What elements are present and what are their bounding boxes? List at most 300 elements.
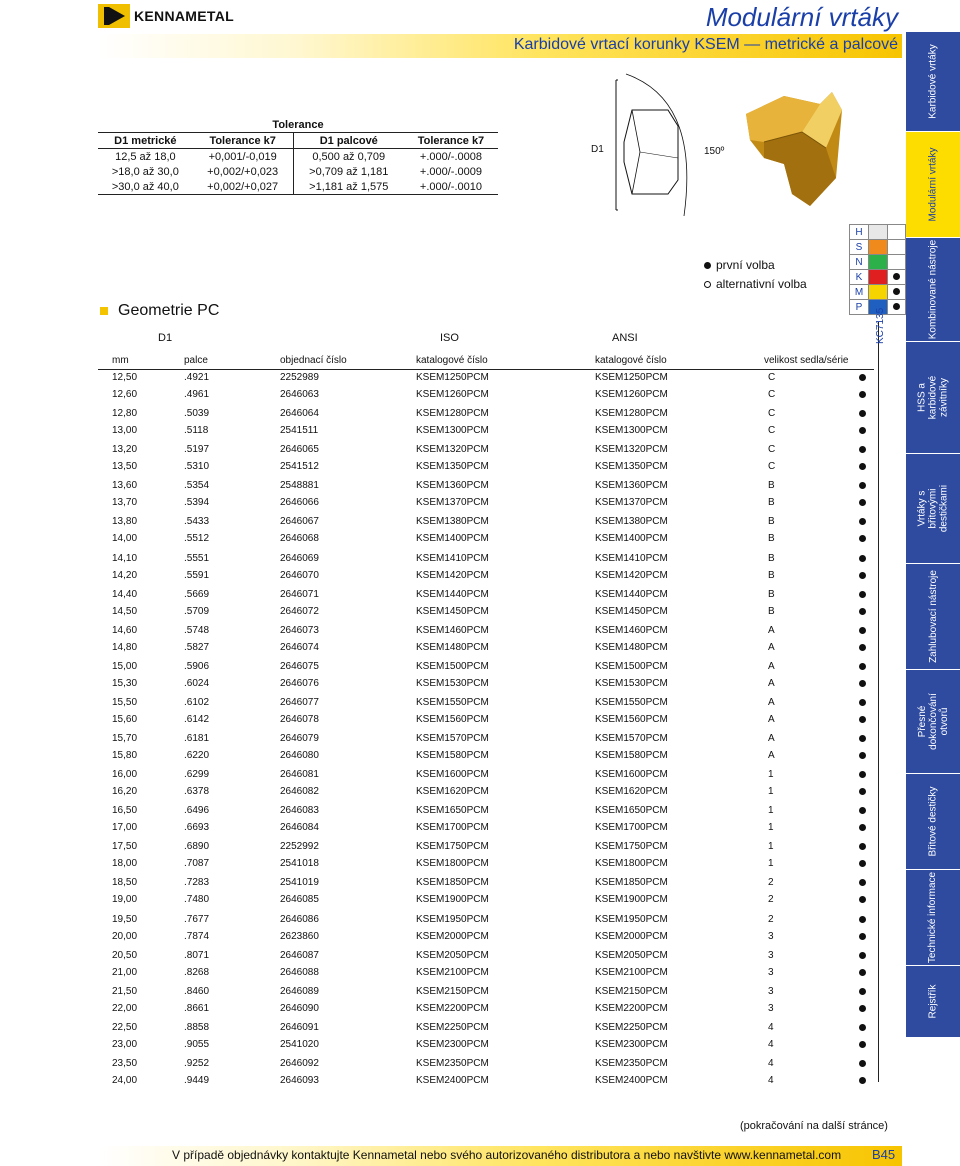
cell-ansi-catalog: KSEM2200PCM [595, 1002, 668, 1014]
cell-inch: .7480 [184, 894, 210, 906]
grade-available-dot-icon [859, 860, 866, 867]
sidebar-tab[interactable] [906, 870, 960, 966]
table-row [98, 694, 874, 711]
cell-ansi-catalog: KSEM1380PCM [595, 516, 668, 528]
cell-order-number: 2548881 [280, 480, 319, 492]
table-row [98, 947, 874, 964]
grade-available-dot-icon [859, 716, 866, 723]
tolerance-cell: 12,5 až 18,0 [115, 150, 176, 163]
cell-seat-size: 1 [768, 841, 774, 853]
table-row [98, 819, 874, 836]
cell-ansi-catalog: KSEM1650PCM [595, 805, 668, 817]
grade-available-dot-icon [859, 518, 866, 525]
material-color-swatch [869, 270, 888, 285]
cell-order-number: 2646086 [280, 913, 319, 925]
cell-inch: .9252 [184, 1057, 210, 1069]
cell-mm: 14,40 [112, 588, 138, 600]
cell-seat-size: 3 [768, 930, 774, 942]
cell-seat-size: B [768, 605, 775, 617]
sidebar-tab[interactable] [906, 342, 960, 454]
cell-ansi-catalog: KSEM2300PCM [595, 1038, 668, 1050]
cell-ansi-catalog: KSEM2100PCM [595, 966, 668, 978]
sidebar-tab[interactable] [906, 238, 960, 342]
grade-available-dot-icon [859, 896, 866, 903]
filled-dot-icon [893, 303, 900, 310]
cell-ansi-catalog: KSEM1440PCM [595, 588, 668, 600]
header-ansi-catalog: katalogové číslo [595, 355, 667, 366]
cell-iso-catalog: KSEM1400PCM [416, 533, 489, 545]
cell-seat-size: 4 [768, 1057, 774, 1069]
cell-iso-catalog: KSEM1620PCM [416, 786, 489, 798]
cell-seat-size: A [768, 750, 775, 761]
material-row [850, 225, 906, 240]
grade-available-dot-icon [859, 446, 866, 453]
cell-iso-catalog: KSEM1360PCM [416, 480, 489, 492]
cell-order-number: 2646082 [280, 786, 319, 798]
cell-mm: 15,70 [112, 733, 138, 744]
cell-iso-catalog: KSEM1550PCM [416, 696, 489, 708]
tolerance-cell: >30,0 až 40,0 [98, 179, 193, 195]
tolerance-cell: +.000/-.0008 [419, 150, 482, 163]
cell-ansi-catalog: KSEM1800PCM [595, 858, 668, 870]
table-row [98, 1019, 874, 1036]
material-color-swatch [869, 240, 888, 255]
cell-ansi-catalog: KSEM2000PCM [595, 930, 668, 942]
sidebar-tab-label: Modulární vrtáky [927, 147, 939, 222]
sidebar-tab[interactable] [906, 454, 960, 564]
cell-order-number: 2646070 [280, 569, 319, 581]
group-iso: ISO [440, 332, 459, 344]
tolerance-header-cell: D1 palcové [293, 133, 404, 149]
cell-seat-size: A [768, 677, 775, 689]
cell-mm: 13,80 [112, 516, 138, 528]
grade-available-dot-icon [859, 969, 866, 976]
table-row [98, 891, 874, 908]
grade-available-dot-icon [859, 427, 866, 434]
cell-mm: 12,60 [112, 389, 138, 400]
drill-crown-photo [746, 92, 842, 206]
filled-dot-icon [893, 288, 900, 295]
grade-available-dot-icon [859, 482, 866, 489]
table-row [98, 1072, 874, 1089]
grade-available-dot-icon [859, 555, 866, 562]
sidebar-tab-label: Přesné dokončování otvorů [916, 693, 950, 750]
cell-iso-catalog: KSEM1460PCM [416, 624, 489, 636]
cell-inch: .5551 [184, 552, 210, 564]
table-row [98, 369, 874, 386]
grade-available-dot-icon [859, 735, 866, 742]
cell-order-number: 2646068 [280, 533, 319, 545]
cell-iso-catalog: KSEM1570PCM [416, 733, 489, 744]
grade-available-dot-icon [859, 752, 866, 759]
sidebar-tab[interactable] [906, 132, 960, 238]
sidebar-tab[interactable] [906, 32, 960, 132]
cell-ansi-catalog: KSEM1450PCM [595, 605, 668, 617]
table-row [98, 675, 874, 692]
cell-seat-size: 4 [768, 1074, 774, 1086]
cell-seat-size: 1 [768, 858, 774, 870]
grade-available-dot-icon [859, 843, 866, 850]
brand-name: KENNAMETAL [134, 8, 234, 24]
table-row [98, 441, 874, 458]
grade-label: KC7135 [875, 307, 886, 344]
material-label: S [850, 240, 869, 255]
cell-order-number: 2541020 [280, 1038, 319, 1050]
cell-order-number: 2646067 [280, 516, 319, 528]
cell-mm: 13,00 [112, 425, 138, 437]
grade-available-dot-icon [859, 374, 866, 381]
point-angle-label: 150º [704, 146, 725, 157]
cell-seat-size: 3 [768, 985, 774, 997]
table-row [98, 405, 874, 422]
cell-seat-size: C [768, 444, 776, 456]
cell-ansi-catalog: KSEM1950PCM [595, 913, 668, 925]
cell-mm: 21,50 [112, 985, 138, 997]
cell-iso-catalog: KSEM1450PCM [416, 605, 489, 617]
cell-inch: .8661 [184, 1002, 210, 1014]
cell-mm: 16,00 [112, 769, 138, 781]
cell-inch: .5197 [184, 444, 210, 456]
cell-iso-catalog: KSEM1440PCM [416, 588, 489, 600]
material-color-swatch [869, 225, 888, 240]
cell-order-number: 2646080 [280, 750, 319, 761]
material-color-swatch [869, 255, 888, 270]
sidebar-tab-label: HSS a karbidové závitníky [916, 375, 950, 420]
page-subtitle: Karbidové vrtací korunky KSEM — metrické a palcové [513, 36, 898, 53]
material-row [850, 270, 906, 285]
cell-iso-catalog: KSEM2100PCM [416, 966, 489, 978]
cell-inch: .6102 [184, 696, 210, 708]
cell-seat-size: C [768, 408, 776, 420]
cell-order-number: 2646071 [280, 588, 319, 600]
cell-iso-catalog: KSEM1320PCM [416, 444, 489, 456]
cell-seat-size: 1 [768, 769, 774, 781]
cell-seat-size: A [768, 713, 775, 725]
cell-ansi-catalog: KSEM1280PCM [595, 408, 668, 420]
tolerance-cell: 0,500 až 0,709 [312, 150, 386, 163]
material-row [850, 285, 906, 300]
cell-inch: .5039 [184, 408, 210, 420]
cell-ansi-catalog: KSEM1530PCM [595, 677, 668, 689]
material-grid [849, 224, 906, 315]
cell-mm: 17,50 [112, 841, 138, 853]
cell-iso-catalog: KSEM2350PCM [416, 1057, 489, 1069]
cell-ansi-catalog: KSEM1300PCM [595, 425, 668, 437]
cell-seat-size: B [768, 552, 775, 564]
grade-available-dot-icon [859, 608, 866, 615]
cell-ansi-catalog: KSEM2350PCM [595, 1057, 668, 1069]
brand-logo [98, 4, 234, 28]
cell-iso-catalog: KSEM1950PCM [416, 913, 489, 925]
cell-ansi-catalog: KSEM1700PCM [595, 822, 668, 834]
cell-order-number: 2646065 [280, 444, 319, 456]
cell-order-number: 2646084 [280, 822, 319, 834]
cell-mm: 15,00 [112, 660, 138, 672]
header-seat-size: velikost sedla/série [764, 355, 849, 366]
cell-ansi-catalog: KSEM1550PCM [595, 696, 668, 708]
cell-order-number: 2646088 [280, 966, 319, 978]
cell-seat-size: 1 [768, 786, 774, 798]
cell-inch: .6024 [184, 677, 210, 689]
cell-seat-size: A [768, 696, 775, 708]
grade-column-divider [878, 322, 879, 1082]
cell-inch: .7874 [184, 930, 210, 942]
table-row [98, 838, 874, 855]
cell-seat-size: B [768, 533, 775, 545]
table-row [98, 964, 874, 981]
cell-ansi-catalog: KSEM1410PCM [595, 552, 668, 564]
cell-iso-catalog: KSEM1250PCM [416, 372, 489, 383]
grade-available-dot-icon [859, 572, 866, 579]
grade-available-dot-icon [859, 824, 866, 831]
cell-seat-size: A [768, 641, 775, 653]
sidebar-tab-label: Zahlubovací nástroje [927, 570, 939, 663]
cell-order-number: 2646079 [280, 733, 319, 744]
d1-dimension-label: D1 [591, 144, 604, 155]
cell-inch: .6142 [184, 713, 210, 725]
tolerance-table [98, 117, 498, 195]
cell-ansi-catalog: KSEM2250PCM [595, 1021, 668, 1033]
cell-iso-catalog: KSEM1480PCM [416, 641, 489, 653]
cell-iso-catalog: KSEM1580PCM [416, 750, 489, 761]
cell-inch: .5512 [184, 533, 210, 545]
cell-inch: .8858 [184, 1021, 210, 1033]
material-suitability [888, 285, 906, 300]
grade-available-dot-icon [859, 1041, 866, 1048]
cell-mm: 13,60 [112, 480, 138, 492]
cell-mm: 12,50 [112, 372, 138, 383]
section-heading [100, 302, 219, 320]
cell-order-number: 2646078 [280, 713, 319, 725]
cell-iso-catalog: KSEM1900PCM [416, 894, 489, 906]
cell-ansi-catalog: KSEM1250PCM [595, 372, 668, 383]
cell-seat-size: 4 [768, 1038, 774, 1050]
cell-ansi-catalog: KSEM2150PCM [595, 985, 668, 997]
material-suitability [888, 255, 906, 270]
sidebar-tabs [906, 32, 960, 1038]
cell-mm: 22,50 [112, 1021, 138, 1033]
cell-seat-size: 3 [768, 966, 774, 978]
cell-ansi-catalog: KSEM1480PCM [595, 641, 668, 653]
cell-inch: .5118 [184, 425, 209, 437]
cell-inch: .7283 [184, 877, 210, 889]
grade-available-dot-icon [859, 879, 866, 886]
tolerance-cell: >0,709 až 1,181 [309, 165, 389, 178]
legend-first-choice [704, 256, 807, 275]
cell-inch: .6181 [184, 733, 210, 744]
table-row [98, 855, 874, 872]
cell-iso-catalog: KSEM1280PCM [416, 408, 489, 420]
cell-order-number: 2646091 [280, 1021, 319, 1033]
cell-order-number: 2646063 [280, 389, 319, 400]
table-row [98, 783, 874, 800]
cell-mm: 13,50 [112, 461, 138, 473]
material-label: P [850, 300, 869, 315]
legend-first-choice-label: první volba [716, 258, 775, 272]
cell-seat-size: A [768, 733, 775, 744]
cell-iso-catalog: KSEM1370PCM [416, 497, 489, 509]
cell-ansi-catalog: KSEM1900PCM [595, 894, 668, 906]
table-row [98, 658, 874, 675]
cell-ansi-catalog: KSEM1400PCM [595, 533, 668, 545]
cell-mm: 18,00 [112, 858, 138, 870]
sidebar-tab-label: Vrtáky s břitovými destičkami [916, 484, 950, 533]
cell-iso-catalog: KSEM2250PCM [416, 1021, 489, 1033]
cell-mm: 14,20 [112, 569, 138, 581]
table-header-row [98, 352, 874, 370]
header-inch: palce [184, 355, 208, 366]
table-row [98, 983, 874, 1000]
cell-inch: .5709 [184, 605, 210, 617]
grade-available-dot-icon [859, 1005, 866, 1012]
grade-available-dot-icon [859, 916, 866, 923]
cell-mm: 14,50 [112, 605, 138, 617]
cell-seat-size: B [768, 480, 775, 492]
table-row [98, 494, 874, 511]
cell-order-number: 2646077 [280, 696, 319, 708]
cell-seat-size: 1 [768, 805, 774, 817]
material-label: N [850, 255, 869, 270]
cell-order-number: 2646064 [280, 408, 319, 420]
table-row [98, 586, 874, 603]
cell-mm: 13,70 [112, 497, 138, 509]
cell-iso-catalog: KSEM1380PCM [416, 516, 489, 528]
grade-available-dot-icon [859, 663, 866, 670]
cell-order-number: 2541512 [280, 461, 319, 473]
material-row [850, 255, 906, 270]
table-row [98, 928, 874, 945]
cell-mm: 14,00 [112, 533, 138, 545]
grade-available-dot-icon [859, 391, 866, 398]
cell-inch: .6299 [184, 769, 210, 781]
group-d1: D1 [158, 332, 173, 344]
cell-mm: 12,80 [112, 408, 138, 420]
table-row [98, 730, 874, 747]
sidebar-tab-label: Technické informace [927, 871, 939, 964]
tolerance-header-cell: Tolerance k7 [404, 133, 498, 149]
cell-order-number: 2646089 [280, 985, 319, 997]
cell-seat-size: 3 [768, 1002, 774, 1014]
tolerance-header-cell: D1 metrické [98, 133, 193, 149]
table-row [98, 477, 874, 494]
material-label: H [850, 225, 869, 240]
grade-available-dot-icon [859, 952, 866, 959]
grade-available-dot-icon [859, 807, 866, 814]
grade-available-dot-icon [859, 644, 866, 651]
sidebar-tab-label: Kombinované nástroje [927, 239, 939, 340]
cell-seat-size: A [768, 660, 775, 672]
cell-iso-catalog: KSEM2150PCM [416, 985, 489, 997]
filled-dot-icon [704, 262, 711, 269]
cell-order-number: 2646074 [280, 641, 319, 653]
material-row [850, 240, 906, 255]
grade-available-dot-icon [859, 591, 866, 598]
table-row [98, 766, 874, 783]
cell-ansi-catalog: KSEM2400PCM [595, 1074, 668, 1086]
cell-mm: 15,60 [112, 713, 138, 725]
cell-mm: 18,50 [112, 877, 138, 889]
cell-order-number: 2646092 [280, 1057, 319, 1069]
cell-iso-catalog: KSEM1500PCM [416, 660, 489, 672]
cell-seat-size: 2 [768, 877, 774, 889]
grade-available-dot-icon [859, 1077, 866, 1084]
cell-mm: 22,00 [112, 1002, 138, 1014]
cell-ansi-catalog: KSEM1570PCM [595, 733, 668, 744]
grade-available-dot-icon [859, 988, 866, 995]
cell-iso-catalog: KSEM2400PCM [416, 1074, 489, 1086]
table-row [98, 1055, 874, 1072]
cell-order-number: 2646075 [280, 660, 319, 672]
yellow-square-icon [100, 307, 108, 315]
cell-ansi-catalog: KSEM1850PCM [595, 877, 668, 889]
cell-mm: 15,50 [112, 696, 138, 708]
sidebar-tab-label: Karbidové vrtáky [927, 44, 939, 119]
cell-iso-catalog: KSEM2200PCM [416, 1002, 489, 1014]
material-suitability [888, 225, 906, 240]
material-label: M [850, 285, 869, 300]
cell-inch: .5354 [184, 480, 210, 492]
sidebar-tab[interactable] [906, 670, 960, 774]
cell-inch: .6890 [184, 841, 210, 853]
filled-dot-icon [893, 273, 900, 280]
cell-mm: 21,00 [112, 966, 138, 978]
cell-iso-catalog: KSEM1410PCM [416, 552, 489, 564]
cell-iso-catalog: KSEM1800PCM [416, 858, 489, 870]
tolerance-cell: +0,001/-0,019 [193, 149, 293, 165]
tolerance-caption: Tolerance [272, 118, 324, 131]
cell-inch: .9449 [184, 1074, 210, 1086]
cell-order-number: 2646069 [280, 552, 319, 564]
cell-ansi-catalog: KSEM1750PCM [595, 841, 668, 853]
cell-mm: 16,20 [112, 786, 138, 798]
cell-order-number: 2646072 [280, 605, 319, 617]
cell-order-number: 2646066 [280, 497, 319, 509]
table-row [98, 458, 874, 475]
cell-mm: 15,80 [112, 750, 138, 761]
tolerance-cell: >1,181 až 1,575 [293, 179, 404, 195]
header-order-number: objednací číslo [280, 355, 347, 366]
cell-ansi-catalog: KSEM1500PCM [595, 660, 668, 672]
cell-mm: 24,00 [112, 1074, 138, 1086]
cell-mm: 14,60 [112, 624, 138, 636]
cell-mm: 17,00 [112, 822, 138, 834]
table-row [98, 530, 874, 547]
grade-available-dot-icon [859, 627, 866, 634]
sidebar-tab[interactable] [906, 774, 960, 870]
footer-contact: V případě objednávky kontaktujte Kennametal nebo svého autorizovaného distributora a nebo navštivte www.kennametal.com [172, 1148, 842, 1162]
cell-seat-size: 2 [768, 894, 774, 906]
cell-order-number: 2541511 [280, 425, 319, 437]
cell-mm: 15,30 [112, 677, 138, 689]
legend-alternative-label: alternativní volba [716, 277, 807, 291]
cell-iso-catalog: KSEM1600PCM [416, 769, 489, 781]
cell-order-number: 2646081 [280, 769, 319, 781]
sidebar-tab[interactable] [906, 966, 960, 1038]
sidebar-tab-label: Rejstřík [927, 984, 939, 1019]
grade-available-dot-icon [859, 1060, 866, 1067]
cell-seat-size: B [768, 588, 775, 600]
table-row [98, 747, 874, 764]
cell-order-number: 2646076 [280, 677, 319, 689]
cell-mm: 20,50 [112, 949, 138, 961]
cell-iso-catalog: KSEM1300PCM [416, 425, 489, 437]
sidebar-tab[interactable] [906, 564, 960, 670]
cell-ansi-catalog: KSEM1420PCM [595, 569, 668, 581]
cell-ansi-catalog: KSEM1460PCM [595, 624, 668, 636]
cell-inch: .6378 [184, 786, 210, 798]
cell-seat-size: B [768, 497, 775, 509]
cell-inch: .5748 [184, 624, 210, 636]
